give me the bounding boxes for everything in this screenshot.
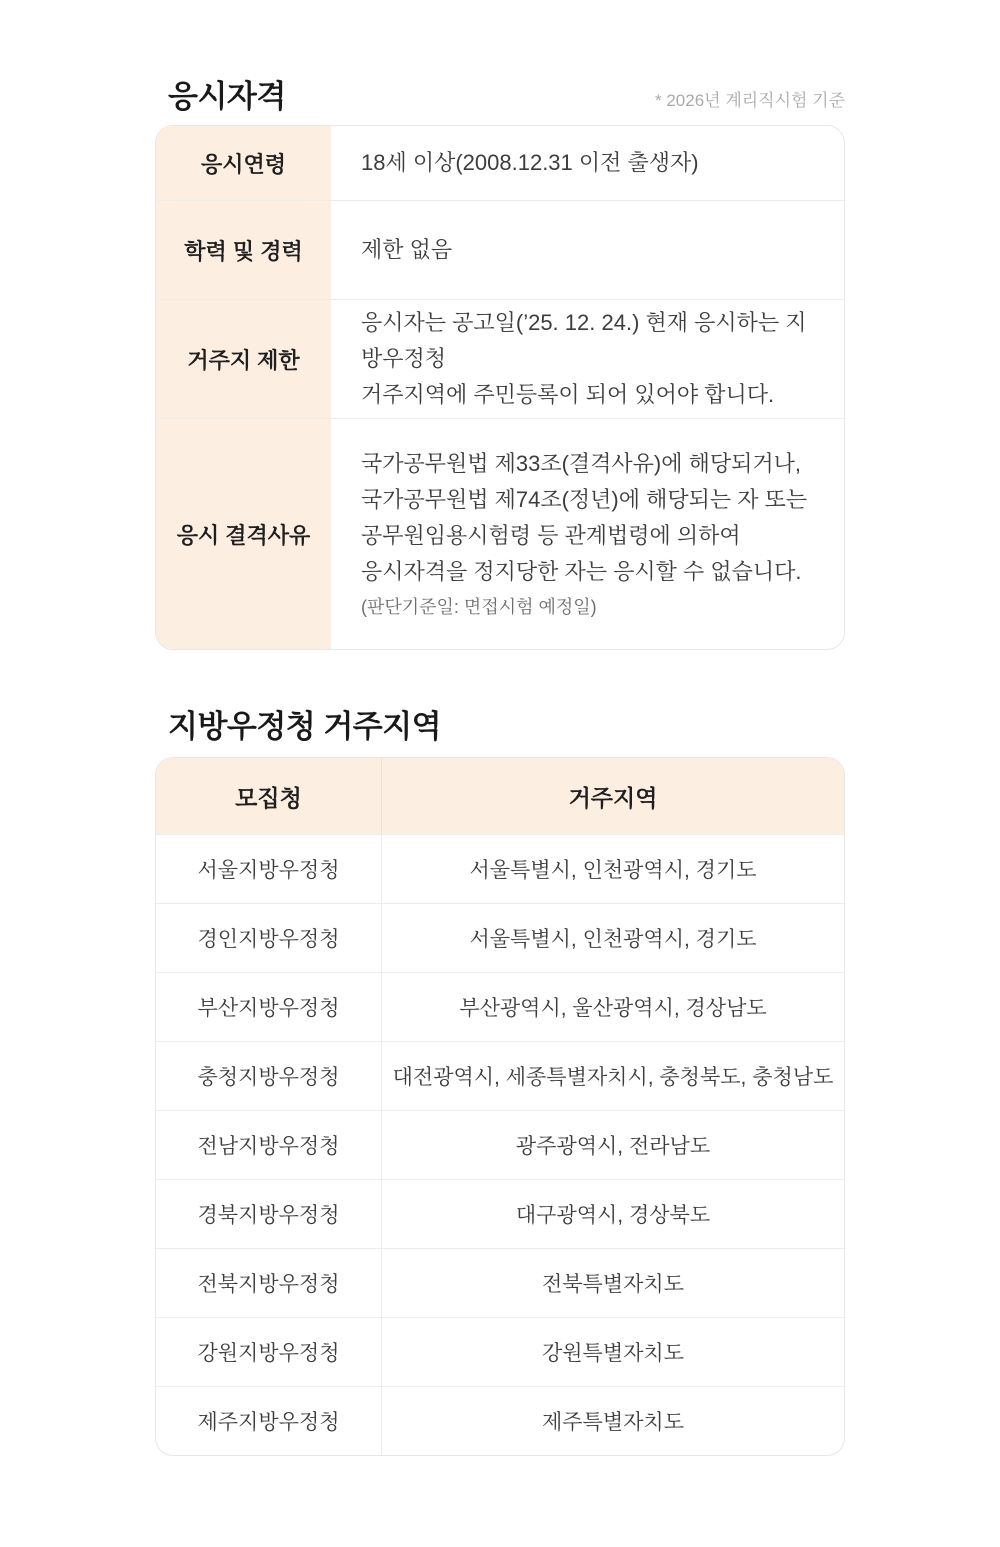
row-subnote: (판단기준일: 면접시험 예정일) <box>361 597 597 617</box>
row-value-line: 제한 없음 <box>361 237 453 262</box>
cell-region: 서울특별시, 인천광역시, 경기도 <box>381 904 844 972</box>
row-value-residence <box>331 300 844 418</box>
row-value-line: 응시자는 공고일(’25. 12. 24.) 현재 응시하는 지방우정청 <box>361 310 807 371</box>
header-region: 거주지역 <box>381 758 844 834</box>
cell-region: 전북특별자치도 <box>381 1249 844 1317</box>
cell-region: 대구광역시, 경상북도 <box>381 1180 844 1248</box>
table-row-gyeongbuk <box>156 1179 844 1248</box>
table-row-jeonbuk <box>156 1248 844 1317</box>
cell-office: 충청지방우정청 <box>197 1066 340 1089</box>
cell-region: 강원특별자치도 <box>381 1318 844 1386</box>
section1-footnote: * 2026년 계리직시험 기준 <box>655 91 845 110</box>
cell-office: 경인지방우정청 <box>197 928 340 951</box>
table-row-gangwon <box>156 1317 844 1386</box>
cell-office: 전남지방우정청 <box>197 1135 340 1158</box>
cell-region: 대전광역시, 세종특별자치시, 충청북도, 충청남도 <box>381 1042 844 1110</box>
cell-office: 제주지방우정청 <box>197 1411 340 1434</box>
cell-office: 전북지방우정청 <box>197 1273 340 1296</box>
row-label-residence: 거주지 제한 <box>156 300 331 418</box>
region-table <box>155 757 845 1456</box>
cell-region: 광주광역시, 전라남도 <box>381 1111 844 1179</box>
row-value-line: 국가공무원법 제74조(정년)에 해당되는 자 또는 <box>361 487 808 512</box>
table-row-age <box>156 126 844 200</box>
table-row-gyeongin <box>156 903 844 972</box>
table-row-busan <box>156 972 844 1041</box>
table-header-row <box>156 758 844 834</box>
table-row-jeju <box>156 1386 844 1455</box>
table-row-education <box>156 200 844 299</box>
table-row-residence <box>156 299 844 418</box>
row-value-line: 18세 이상(2008.12.31 이전 출생자) <box>361 150 699 175</box>
table-row-chungcheong <box>156 1041 844 1110</box>
cell-office: 경북지방우정청 <box>197 1204 340 1227</box>
cell-office: 강원지방우정청 <box>197 1342 340 1365</box>
row-value-line: 공무원임용시험령 등 관계법령에 의하여 <box>361 523 741 548</box>
row-value-line: 응시자격을 정지당한 자는 응시할 수 없습니다. <box>361 559 802 584</box>
cell-region: 서울특별시, 인천광역시, 경기도 <box>381 835 844 903</box>
section2-title: 지방우정청 거주지역 <box>168 709 442 744</box>
eligibility-table <box>155 125 845 650</box>
row-label-education: 학력 및 경력 <box>156 201 331 299</box>
table-row-seoul <box>156 834 844 903</box>
row-value-education <box>331 201 844 299</box>
row-label-disqualification: 응시 결격사유 <box>156 419 331 649</box>
row-label-age: 응시연령 <box>156 126 331 200</box>
row-value-disqualification <box>331 419 844 649</box>
table-row-disqualification <box>156 418 844 649</box>
row-value-line: 국가공무원법 제33조(결격사유)에 해당되거나, <box>361 451 801 476</box>
cell-region: 부산광역시, 울산광역시, 경상남도 <box>381 973 844 1041</box>
cell-office: 부산지방우정청 <box>197 997 340 1020</box>
cell-office: 서울지방우정청 <box>197 859 340 882</box>
section1-title: 응시자격 <box>168 79 286 114</box>
table-row-jeonnam <box>156 1110 844 1179</box>
row-value-age <box>331 126 844 200</box>
header-office: 모집청 <box>235 784 302 811</box>
row-value-line: 거주지역에 주민등록이 되어 있어야 합니다. <box>361 382 775 407</box>
cell-region: 제주특별자치도 <box>381 1387 844 1455</box>
